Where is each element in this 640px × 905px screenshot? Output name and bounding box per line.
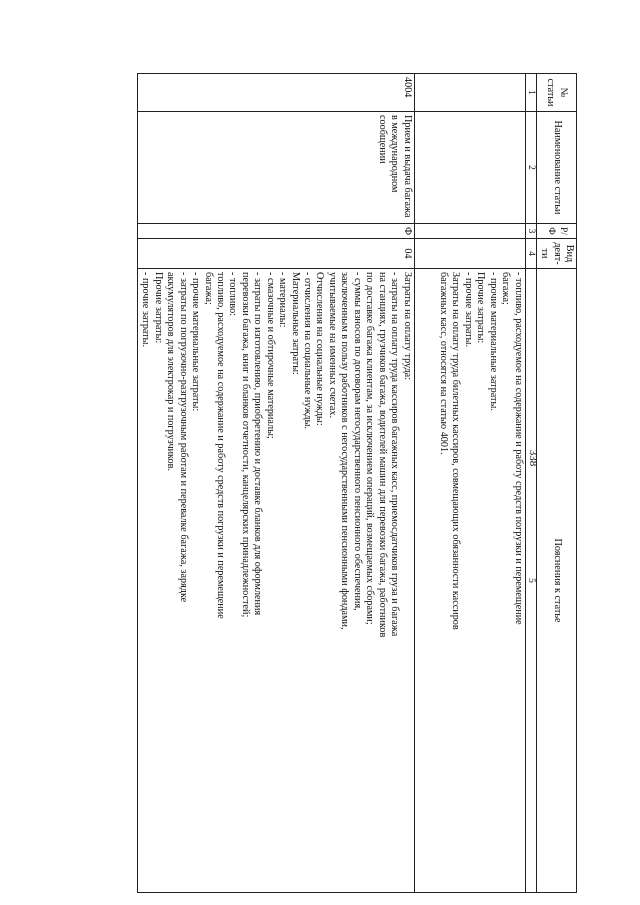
col-number: 3 [525,224,536,239]
note-line: топливо, расходуемое на содержание и работу средств погрузки и перемещение [215,272,226,619]
header-r: Р/Ф [537,224,577,239]
row-r [414,224,525,239]
table-row [137,74,414,893]
note-line: - материалы: [277,272,289,328]
note-line: - прочие затраты. [462,272,474,348]
note-line: перевозки багажа, книг и бланков отчетности, канцелярских принадлежностей; [239,272,251,618]
note-line: Отчисления на социальные нужды: [314,272,326,426]
header-vid: Вид деят-ти [537,239,577,269]
note-line: на станциях, грузчиков багажа, водителей машин для перевозки багажа, работников [376,272,388,638]
note-line: - отчисления на социальные нужды. [302,272,314,429]
note-line: заключенным в пользу работников с негосударственными пенсионными фондами, [339,272,351,630]
note-line: багажа; [202,272,214,305]
note-line: - затраты по изготовлению, приобретению и доставке бланков для оформления [252,272,264,616]
note-line: Прочие затраты: [152,272,164,344]
row-r: Ф [137,224,414,239]
note-line: аккумуляторов для электрокар и погрузчиков. [165,272,177,471]
row-note [137,269,414,893]
note-line: Материальные затраты: [289,272,301,375]
page-number: 338 [527,449,539,467]
note-line: - прочие материальные затраты. [487,272,499,411]
row-name: Прием и выдача багажа в международном сообщении [137,112,414,224]
articles-table [137,73,577,893]
note-line: багажных касс, относятся на статью 4001. [437,272,449,455]
note-line: - топливо: [227,272,239,317]
note-line: Затраты на оплату труда: [401,272,413,381]
row-note [414,269,525,893]
note-line: - суммы взносов по договорам негосударственного пенсионного обеспечения, [351,272,363,611]
note-line: - затраты на оплату труда кассиров багажных касс, приемосдатчиков груза и багажа [389,272,401,637]
note-line: - прочие материальные затраты: [190,272,202,412]
row-name [414,112,525,224]
note-line: - прочие затраты. [140,272,152,348]
table-row [414,74,525,893]
note-line: Затраты на оплату труда билетных кассиров, совмещающих обязанности кассиров [450,272,462,630]
col-number: 2 [525,112,536,224]
note-line: - смазочные и обтирочные материалы; [264,272,276,439]
row-vid: 04 [137,239,414,269]
col-number: 5 [525,269,536,893]
note-line: Прочие затраты: [475,272,487,344]
note-line: багажа; [500,272,512,305]
note-line: - затраты по погрузочно-разгрузочным работам и перевалке багажа, зарядке [177,272,189,603]
note-line: по доставке багажа клиентам, за исключением операций, возмещаемых сборами; [364,272,376,625]
header-name: Наименование статьи [537,112,577,224]
col-number: 1 [525,74,536,112]
header-note: Пояснения к статье [537,269,577,893]
row-num [414,74,525,112]
col-number: 4 [525,239,536,269]
header-num: № статьи [537,74,577,112]
row-vid [414,239,525,269]
column-number-row [525,74,536,893]
row-num: 4004 [137,74,414,112]
note-line: - топливо, расходуемое на содержание и работу средств погрузки и перемещение [512,272,524,625]
header-row [537,74,577,893]
note-line: учитываемые на именных счетах. [326,272,338,419]
